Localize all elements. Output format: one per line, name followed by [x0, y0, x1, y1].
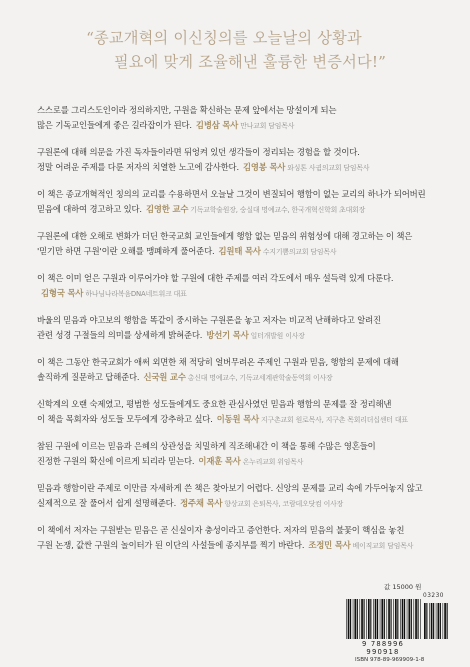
barcode-row	[346, 599, 448, 639]
price-label: 값 15000 원	[384, 583, 422, 591]
barcode-bar	[426, 603, 427, 639]
endorser-affiliation: 베이직교회 담임목사	[352, 542, 414, 551]
endorsement-text: 솔직하게 질문하고 답해준다.	[37, 372, 140, 383]
barcode-bar	[370, 599, 371, 639]
barcode-bar	[433, 603, 434, 639]
barcode-bar	[375, 599, 377, 639]
barcode-bar	[420, 599, 421, 639]
endorsement-text: 관련 성경 구절들의 의미를 상세하게 밝혀준다.	[37, 330, 203, 341]
endorser-affiliation: 온누리교회 위임목사	[242, 458, 304, 467]
barcode-bar	[364, 599, 365, 639]
barcode-bar	[407, 599, 408, 639]
endorsement-text: 구원 논쟁, 값싼 구원의 놀이터가 된 이단의 사설들에 종지부를 찍기 바란다.	[37, 540, 305, 551]
endorser-name: 이재훈 목사	[198, 456, 241, 467]
endorsement-text-line	[37, 496, 437, 512]
barcode-bar	[440, 603, 441, 639]
endorsement-text: 정말 어려운 주제를 다룬 저자의 치열한 노고에 감사한다.	[37, 162, 239, 173]
barcode-bar	[436, 603, 437, 639]
endorser-name: 김병삼 목사	[195, 120, 239, 131]
endorsement-entry	[37, 439, 437, 470]
barcode-bar	[350, 599, 351, 639]
endorser-name: 김원태 목사	[218, 246, 261, 257]
endorsement-entry	[37, 187, 437, 218]
barcode-bar	[348, 599, 350, 639]
barcode-bar	[402, 599, 404, 639]
endorsement-text: 믿음에 대하여 경고하고 있다.	[37, 204, 142, 215]
endorsement-text: 진정한 구원의 확신에 이르게 되리라 믿는다.	[37, 456, 195, 467]
endorsement-text-line: 신학계의 오랜 숙제였고, 평범한 성도들에게도 중요한 관심사였던 믿음과 행함의 문제를 잘 정리해낸	[37, 399, 392, 409]
endorser-name: 조정민 목사	[308, 540, 351, 551]
endorsement-entry	[37, 103, 437, 134]
barcode-bar	[353, 599, 354, 639]
isbn-barcode	[346, 599, 422, 639]
barcode-bar	[411, 599, 412, 639]
endorsement-text-line: 이 책은 이미 얻은 구원과 이루어가야 할 구원에 대한 주제를 여러 각도에서 매우 설득력 있게 다룬다.	[37, 273, 394, 283]
endorser-affiliation: 일터개발원 이사장	[250, 332, 305, 341]
endorsement-text-line: 스스로를 그리스도인이라 정의하지만, 구원을 확신하는 문제 앞에서는 망설이게 되는	[37, 105, 337, 115]
endorsement-text-line: 믿음과 행함이란 주제로 이만큼 자세하게 쓴 책은 찾아보기 어렵다. 신앙의 문제를 교리 속에 가두어놓지 않고	[37, 483, 423, 493]
endorser-affiliation: 만나교회 담임목사	[240, 122, 295, 131]
barcode-bar	[397, 599, 398, 639]
endorsement-entry	[37, 229, 437, 260]
barcode-bar	[429, 603, 430, 639]
endorsement-text-line: 이 책에서 저자는 구원받는 믿음은 곧 신실이자 충성이라고 증언한다. 저자의 믿음의 불꽃이 핵심을 놓친	[37, 525, 405, 535]
endorsement-text-line	[37, 370, 437, 386]
endorsement-text: '믿기만 하면 구원'이란 오해를 맹폐하게 풀어준다.	[37, 246, 215, 257]
endorser-name: 김형국 목사	[41, 288, 84, 299]
endorsement-text-line	[37, 286, 437, 302]
barcode-bar	[438, 603, 440, 639]
endorser-affiliation: 총신대 명예교수, 기독교세계관학술동역회 이사장	[187, 374, 333, 383]
endorsement-text-line: 참된 구원에 이르는 믿음과 은혜의 상관성을 치밀하게 직조해내간 이 책을 통해 수많은 영혼들이	[37, 441, 376, 451]
barcode-bar	[357, 599, 358, 639]
endorsement-text: 이 책을 목회자와 성도들 모두에게 강추하고 싶다.	[37, 414, 213, 425]
barcode-bar	[414, 599, 415, 639]
endorsement-text-line: 이 책은 종교개혁적인 칭의의 교리를 수용하면서 오늘날 그것이 변질되어 행함이 없는 교리의 하나가 되어버린	[37, 189, 426, 199]
endorser-name: 신국원 교수	[143, 372, 186, 383]
endorsement-entry	[37, 523, 437, 554]
endorsement-entry	[37, 271, 437, 302]
endorser-name: 김영봉 목사	[242, 162, 286, 173]
barcode-bar	[395, 599, 397, 639]
barcode-bar	[415, 599, 417, 639]
isbn-text: ISBN 978-89-969909-1-8	[355, 657, 425, 663]
barcode-bar	[408, 599, 410, 639]
addon-barcode	[424, 603, 448, 639]
barcode-bar	[368, 599, 370, 639]
barcode-bar	[404, 599, 405, 639]
endorser-name: 김영한 교수	[145, 204, 189, 215]
barcode-bar	[443, 603, 444, 639]
endorsement-text-line: 구원론에 대해 의문을 가진 독자들이라면 뒤엉켜 있던 생각들이 정리되는 경험을 할 것이다.	[37, 147, 360, 157]
headline-quote	[0, 26, 470, 74]
barcode-bar	[377, 599, 378, 639]
endorsement-text-line: 바울의 믿음과 야고보의 행함을 똑같이 중시하는 구원론을 놓고 저자는 비교적 난해하다고 알려진	[37, 315, 381, 325]
endorsement-text-line	[37, 244, 437, 260]
endorser-affiliation: 와싱톤 사귐의교회 담임목사	[287, 164, 370, 173]
endorser-affiliation: 하나님나라복음DNA네트워크 대표	[85, 290, 187, 299]
endorsement-entry	[37, 145, 437, 176]
barcode-bar	[360, 599, 361, 639]
headline-line-2: 필요에 맞게 조율해낸 훌륭한 변증서다!”	[113, 53, 387, 71]
barcode-bar	[380, 599, 381, 639]
endorsement-text-line	[37, 202, 437, 218]
endorsement-text: 많은 기독교인들에게 좋은 길라잡이가 된다.	[37, 120, 192, 131]
endorsement-text-line: 이 책은 그동안 한국교회가 애써 외면한 채 적당히 얼버무려온 주제인 구원과 믿음, 행함의 문제에 대해	[37, 357, 399, 367]
barcode-block	[346, 593, 448, 663]
endorsement-text-line	[37, 412, 437, 428]
endorser-name: 이동원 목사	[216, 414, 260, 425]
barcode-bar	[384, 599, 385, 639]
barcode-bar	[381, 599, 383, 639]
barcode-bar	[354, 599, 356, 639]
endorsement-text-line	[37, 160, 437, 176]
endorsement-list	[37, 103, 437, 565]
endorser-name: 방선기 목사	[206, 330, 249, 341]
barcode-bar	[373, 599, 374, 639]
endorsement-text-line	[37, 328, 437, 344]
barcode-bar	[388, 599, 390, 639]
barcode-bar	[361, 599, 363, 639]
endorsement-entry	[37, 313, 437, 344]
barcode-bar	[431, 603, 433, 639]
addon-code: 03230	[423, 593, 444, 599]
endorsement-text-line	[37, 118, 437, 134]
barcode-bar	[391, 599, 392, 639]
barcode-bar	[387, 599, 388, 639]
barcode-bar	[393, 599, 394, 639]
endorsement-text-line: 구원론에 대한 오해로 변화가 더딘 한국교회 교인들에게 행함 없는 믿음의 위험성에 대해 경고하는 이 책은	[37, 231, 413, 241]
barcode-bar	[400, 599, 401, 639]
endorsement-text-line	[37, 538, 437, 554]
barcode-bar	[366, 599, 367, 639]
endorser-name: 정주채 목사	[180, 498, 223, 509]
barcode-bar	[418, 599, 419, 639]
endorsement-text-line	[37, 454, 437, 470]
headline-line-1: “종교개혁의 이신칭의를 오늘날의 상황과	[86, 29, 362, 47]
barcode-bar	[444, 603, 446, 639]
isbn-digits: 9 788996 990918	[361, 640, 405, 656]
endorser-affiliation: 수지기쁨의교회 담임목사	[262, 248, 337, 257]
barcode-bar	[424, 603, 426, 639]
endorsement-entry	[37, 481, 437, 512]
barcode-bar	[346, 599, 347, 639]
endorser-affiliation: 지구촌교회 원로목사, 지구촌 목회리더십센터 대표	[261, 416, 408, 425]
barcode-bar	[447, 603, 448, 639]
endorsement-entry	[37, 397, 437, 428]
endorser-affiliation: 향상교회 은퇴목사, 코람데오닷컴 이사장	[224, 500, 344, 509]
endorser-affiliation: 기독교학술원장, 숭실대 명예교수, 한국개혁신학회 초대회장	[190, 206, 366, 215]
endorsement-entry	[37, 355, 437, 386]
endorsement-text: 실제적으로 잘 풀어서 쉽게 설명해준다.	[37, 498, 177, 509]
